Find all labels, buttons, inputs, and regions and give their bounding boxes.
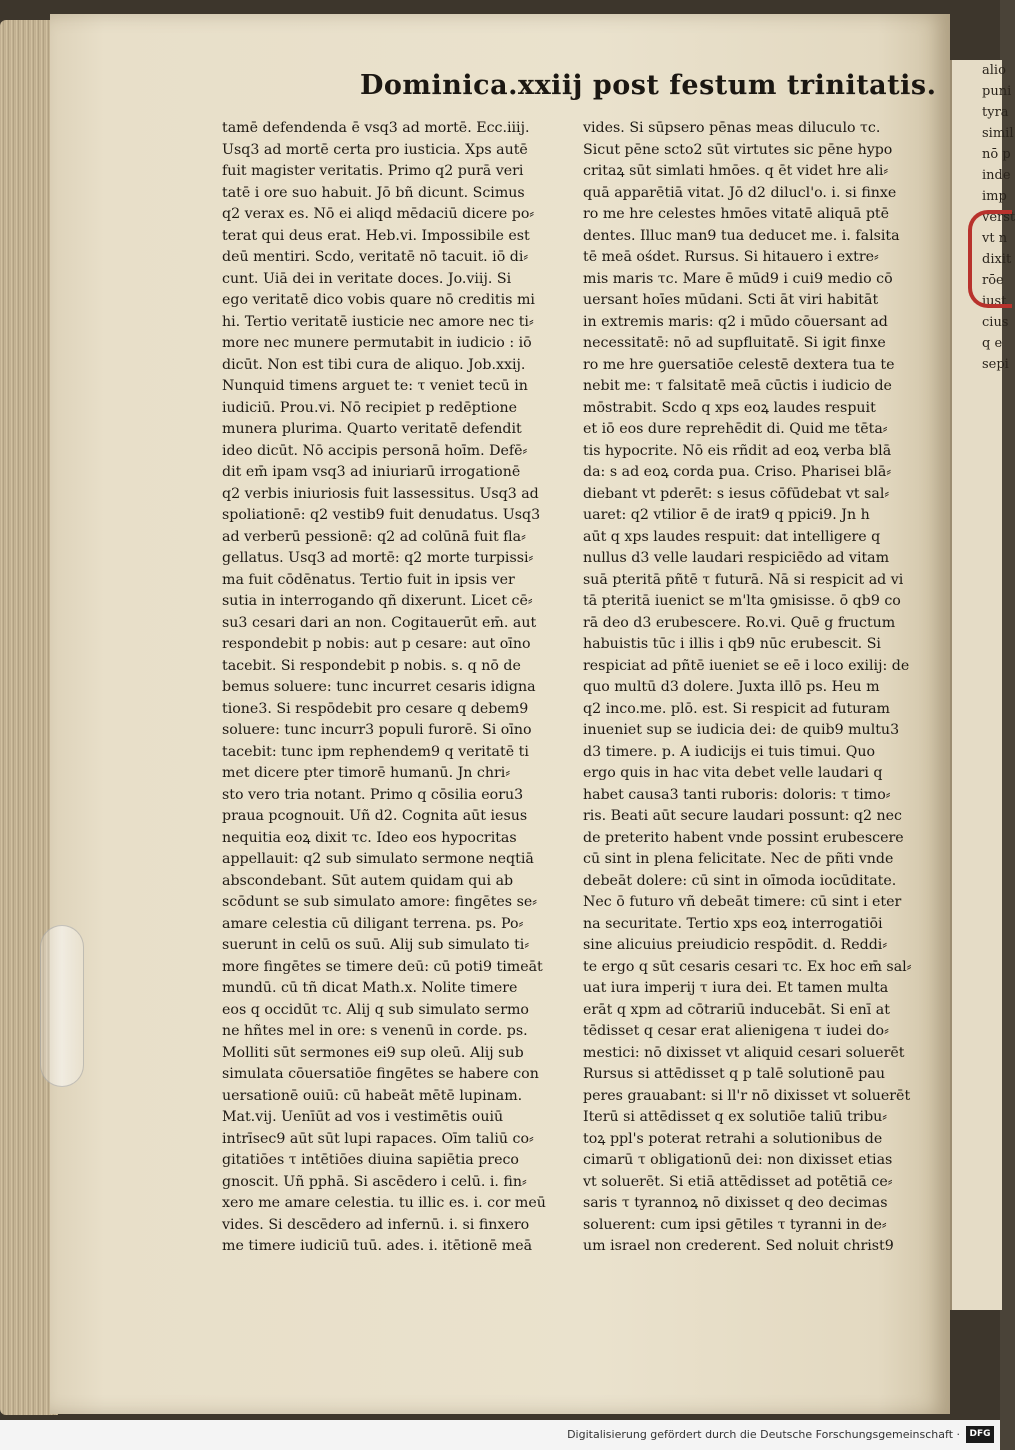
text-line: uersationē ouiū: cū habeāt mētē lupinam. (222, 1087, 523, 1104)
text-line: ad verberū pessionē: q2 ad colūnā fuit fla⸗ (222, 528, 526, 545)
text-line: ro me hre celestes hmōes vitatē aliquā ptē (583, 206, 890, 222)
text-line: verst (982, 210, 1015, 225)
text-line: peres grauabant: si ll'r nō dixisset vt soluerēt (583, 1087, 911, 1104)
text-line: su3 cesari dari an non. Cogitauerūt em̄. aut (222, 614, 537, 631)
dfg-logo: DFG (966, 1426, 994, 1443)
text-line: habet causa3 tanti ruboris: doloris: τ timo⸗ (583, 786, 891, 803)
text-line: cius (982, 315, 1009, 330)
text-line: um israel non crederent. Sed noluit christ9 (583, 1238, 894, 1254)
text-line: rā deo d3 erubescere. Ro.vi. Quē g fructum (583, 614, 896, 631)
text-line: deū mentiri. Scdo, veritatē nō tacuit. iō di⸗ (222, 249, 529, 265)
text-line: more fingētes se timere deū: cū poti9 timeāt (222, 958, 543, 975)
text-line: rōe (982, 273, 1004, 288)
text-line: nullus d3 velle laudari respiciēdo ad vitam (583, 550, 890, 566)
text-line: intrīsec9 aūt sūt lupi rapaces. Oīm taliū co⸗ (222, 1130, 534, 1147)
text-line: ideo dicūt. Nō accipis personā hoīm. Defē⸗ (222, 442, 528, 459)
text-column-right (583, 118, 933, 1258)
text-line: uaret: q2 vtilior ē de irat9 q ppici9. Jn h (583, 507, 870, 523)
text-line: cunt. Uiā dei in veritate doces. Jo.viij. Si (222, 270, 512, 287)
text-line: in extremis maris: q2 i mūdo cōuersant ad (583, 313, 888, 330)
text-line: mundū. cū tñ dicat Math.x. Nolite timere (222, 980, 518, 996)
text-line: quā apparētiā vitat. Jō d2 dilucl'o. i. si finxe (583, 184, 897, 201)
text-line: nequitia eoꝝ dixit τc. Ideo eos hypocritas (222, 829, 517, 846)
footer-bar (0, 1420, 1000, 1450)
text-line: bemus soluere: tunc incurret cesaris idigna (222, 679, 536, 695)
text-line: tacebit: tunc ipm rephendem9 q veritatē ti (222, 743, 529, 760)
text-line: tā pteritā iuenict se m'lta ꝯmisisse. ō qb9 co (583, 593, 901, 609)
text-line: ris. Beati aūt secure laudari possunt: q2 nec (583, 808, 902, 824)
text-line: iust (982, 294, 1007, 309)
text-line: vt n (982, 231, 1008, 246)
text-line: simulata cōuersatiōe fingētes se habere con (222, 1066, 539, 1082)
text-line: met dicere pter timorē humanū. Jn chri⸗ (222, 765, 511, 781)
text-line: de preterito habent vnde possint erubescere (583, 829, 904, 846)
text-line: Molliti sūt sermones ei9 sup oleū. Alij sub (222, 1044, 524, 1061)
text-line: necessitatē: nō ad supfluitatē. Si igit finxe (583, 335, 886, 351)
text-line: hi. Tertio veritatē iusticie nec amore nec ti⸗ (222, 313, 534, 330)
text-line: ro me hre ꝯuersatiōe celestē dextera tua te (583, 356, 895, 373)
text-line: gellatus. Usq3 ad mortē: q2 morte turpissi⸗ (222, 550, 534, 566)
text-line: tamē defendenda ē vsq3 ad mortē. Ecc.iiij. (222, 120, 530, 136)
text-line: dit em̄ ipam vsq3 ad iniuriarū irrogationē (222, 464, 521, 480)
text-line: inde (982, 168, 1011, 183)
text-line: mōstrabit. Scdo q xps eoꝝ laudes respuit (583, 399, 876, 416)
text-line: terat qui deus erat. Heb.vi. Impossibile est (222, 227, 530, 244)
text-line: me timere iudiciū tuū. ades. i. itētionē meā (222, 1238, 533, 1254)
text-line: dixit (982, 252, 1012, 267)
text-line: uat iura imperij τ iura dei. Et tamen multa (583, 980, 889, 996)
text-line: scōdunt se sub simulato amore: fingētes se⸗ (222, 894, 537, 910)
text-line: q e (982, 336, 1003, 351)
text-line: Mat.vij. Uenīūt ad vos i vestimētis ouiū (222, 1109, 504, 1125)
text-line: suerunt in celū os suū. Alij sub simulato ti⸗ (222, 937, 530, 953)
text-line: et iō eos dure reprehēdit di. Quid me tēta⸗ (583, 421, 888, 437)
text-line: eos q occidūt τc. Alij q sub simulato sermo (222, 1001, 529, 1018)
text-line: vides. Si descēdero ad infernū. i. si finxero (222, 1216, 530, 1233)
text-line: cimarū τ obligationū dei: non dixisset etias (583, 1152, 893, 1168)
text-line: Sicut pēne scto2 sūt virtutes sic pēne hypo (583, 141, 893, 158)
text-line: vt soluerēt. Si etiā attēdisset ad potētiā ce⸗ (583, 1173, 893, 1190)
text-line: sutia in interrogando qñ dixerunt. Licet cē⸗ (222, 593, 533, 609)
text-line: na securitate. Tertio xps eoꝝ interrogatiōi (583, 915, 883, 932)
text-line: simil (982, 126, 1014, 141)
text-line: tis hypocrite. Nō eis rñdit ad eoꝝ verba blā (583, 442, 892, 459)
text-line: dicūt. Non est tibi cura de aliquo. Job.xxij. (222, 356, 526, 373)
text-line: inueniet sup se iudicia dei: de quib9 multu3 (583, 722, 900, 738)
text-line: q2 verax es. Nō ei aliqd mēdaciū dicere po⸗ (222, 206, 535, 222)
text-line: alio (982, 63, 1006, 78)
text-line: gitatiōes τ intētiōes diuina sapiētia preco (222, 1152, 519, 1168)
text-line: erāt q xpm ad cōtrariū inducebāt. Si enī at (583, 1001, 890, 1018)
text-line: toꝝ ppl's poterat retrahi a solutionibus de (583, 1130, 883, 1147)
text-line: q2 verbis iniuriosis fuit lassessitus. Usq3 ad (222, 485, 539, 502)
text-line: Nec ō futuro vñ debeāt timere: cū sint i eter (583, 894, 902, 910)
text-line: gnoscit. Uñ pphā. Si ascēdero i celū. i. fin⸗ (222, 1173, 527, 1190)
text-line: soluere: tunc incurr3 populi furorē. Si oīno (222, 722, 532, 738)
text-line: da: s ad eoꝝ corda pua. Criso. Pharisei blā⸗ (583, 464, 892, 480)
text-line: quo multū d3 dolere. Juxta illō ps. Heu m (583, 679, 880, 695)
text-line: Usq3 ad mortē certa pro iusticia. Xps autē (222, 141, 528, 158)
text-line: xero me amare celestia. tu illic es. i. cor meū (222, 1195, 546, 1211)
text-line: praua pcognouit. Uñ d2. Cognita aūt iesus (222, 808, 528, 824)
text-line: dentes. Illuc man9 tua deducet me. i. falsita (583, 227, 900, 244)
text-line: cū sint in plena felicitate. Nec de pñti vnde (583, 851, 894, 867)
text-line: tē meā ośdet. Rursus. Si hitauero i extre⸗ (583, 249, 879, 265)
text-line: Rursus si attēdisset q p talē solutionē pau (583, 1066, 885, 1082)
text-line: sto vero tria notant. Primo q cōsilia eoru3 (222, 786, 524, 803)
text-line: more nec munere permutabit in iudicio : iō (222, 335, 532, 351)
text-line: abscondebant. Sūt autem quidam qui ab (222, 872, 514, 889)
text-line: fuit magister veritatis. Primo q2 purā veri (222, 163, 524, 179)
funding-credit: Digitalisierung gefördert durch die Deutsche Forschungsgemeinschaft · (567, 1428, 960, 1441)
text-line: ne hñtes mel in ore: s venenū in corde. ps. (222, 1023, 528, 1039)
text-line: tatē i ore suo habuit. Jō bñ dicunt. Scimus (222, 184, 525, 201)
text-line: d3 timere. p. A iudicijs ei tuis timui. Quo (583, 743, 876, 760)
text-line: habuistis tūc i illis i qb9 nūc erubescit. Si (583, 636, 881, 652)
text-line: mestici: nō dixisset vt aliquid cesari soluerēt (583, 1044, 905, 1061)
text-line: diebant vt pderēt: s iesus cōfūdebat vt sal⸗ (583, 485, 890, 502)
text-line: q2 inco.me. plō. est. Si respicit ad futuram (583, 700, 890, 717)
text-line: sepi (982, 357, 1009, 372)
text-line: Nunquid timens arguet te: τ veniet tecū in (222, 378, 528, 394)
text-line: ego veritatē dico vobis quare nō creditis mi (222, 292, 535, 308)
text-column-left (222, 118, 577, 1258)
text-line: soluerent: cum ipsi gētiles τ tyranni in de⸗ (583, 1216, 887, 1233)
text-line: aūt q xps laudes respuit: dat intelligere q (583, 528, 881, 545)
text-line: puni (982, 84, 1012, 99)
text-line: amare celestia cū diligant terrena. ps. Po⸗ (222, 915, 524, 932)
text-line: critaꝝ sūt simlati hmōes. q ēt videt hre ali⸗ (583, 163, 889, 179)
text-line: suā pteritā pñtē τ futurā. Nā si respicit ad vi (583, 571, 904, 588)
text-line: nō p (982, 147, 1011, 162)
text-line: iudiciū. Prou.vi. Nō recipiet p redēptione (222, 399, 518, 416)
text-line: Iterū si attēdisset q ex solutiōe taliū tribu⸗ (583, 1109, 888, 1125)
text-line: uersant hoīes mūdani. Scti āt viri habitāt (583, 292, 879, 308)
text-line: respiciat ad pñtē iueniet se eē i loco exilij: de (583, 657, 910, 674)
text-line: imp (982, 189, 1007, 204)
text-line: mis maris τc. Mare ē mūd9 i cui9 medio cō (583, 270, 893, 287)
text-line: te ergo q sūt cesaris cesari τc. Ex hoc em̄ sal⸗ (583, 958, 912, 975)
text-line: vides. Si sūpsero pēnas meas diluculo τc. (583, 120, 881, 136)
text-line: munera plurima. Quarto veritatē defendit (222, 421, 522, 437)
text-line: saris τ tyrannoꝝ nō dixisset q deo decimas (583, 1195, 888, 1211)
red-initial-ornament (968, 210, 1012, 308)
text-line: respondebit p nobis: aut p cesare: aut oīno (222, 636, 531, 652)
text-line: ergo quis in hac vita debet velle laudari q (583, 765, 883, 781)
text-line: tyra (982, 105, 1009, 120)
text-line: spoliationē: q2 vestib9 fuit denudatus. Usq3 (222, 507, 541, 523)
text-line: debeāt dolere: cū sint in oīmoda iocūditate. (583, 872, 897, 889)
text-line: ma fuit cōdēnatus. Tertio fuit in ipsis ver (222, 571, 515, 588)
text-line: tacebit. Si respondebit p nobis. s. q nō de (222, 657, 521, 674)
text-line: tione3. Si respōdebit pro cesare q debem9 (222, 700, 529, 717)
running-head: Dominica.xxiij post festum trinitatis. (360, 70, 937, 101)
text-line: appellauit: q2 sub simulato sermone neqtiā (222, 851, 534, 867)
transparent-clip (40, 925, 84, 1087)
text-line: tēdisset q cesar erat alienigena τ iudei do⸗ (583, 1023, 889, 1039)
text-line: nebit me: τ falsitatē meā cūctis i iudicio de (583, 378, 892, 394)
text-line: sine alicuius preiudicio respōdit. d. Reddi⸗ (583, 937, 888, 953)
